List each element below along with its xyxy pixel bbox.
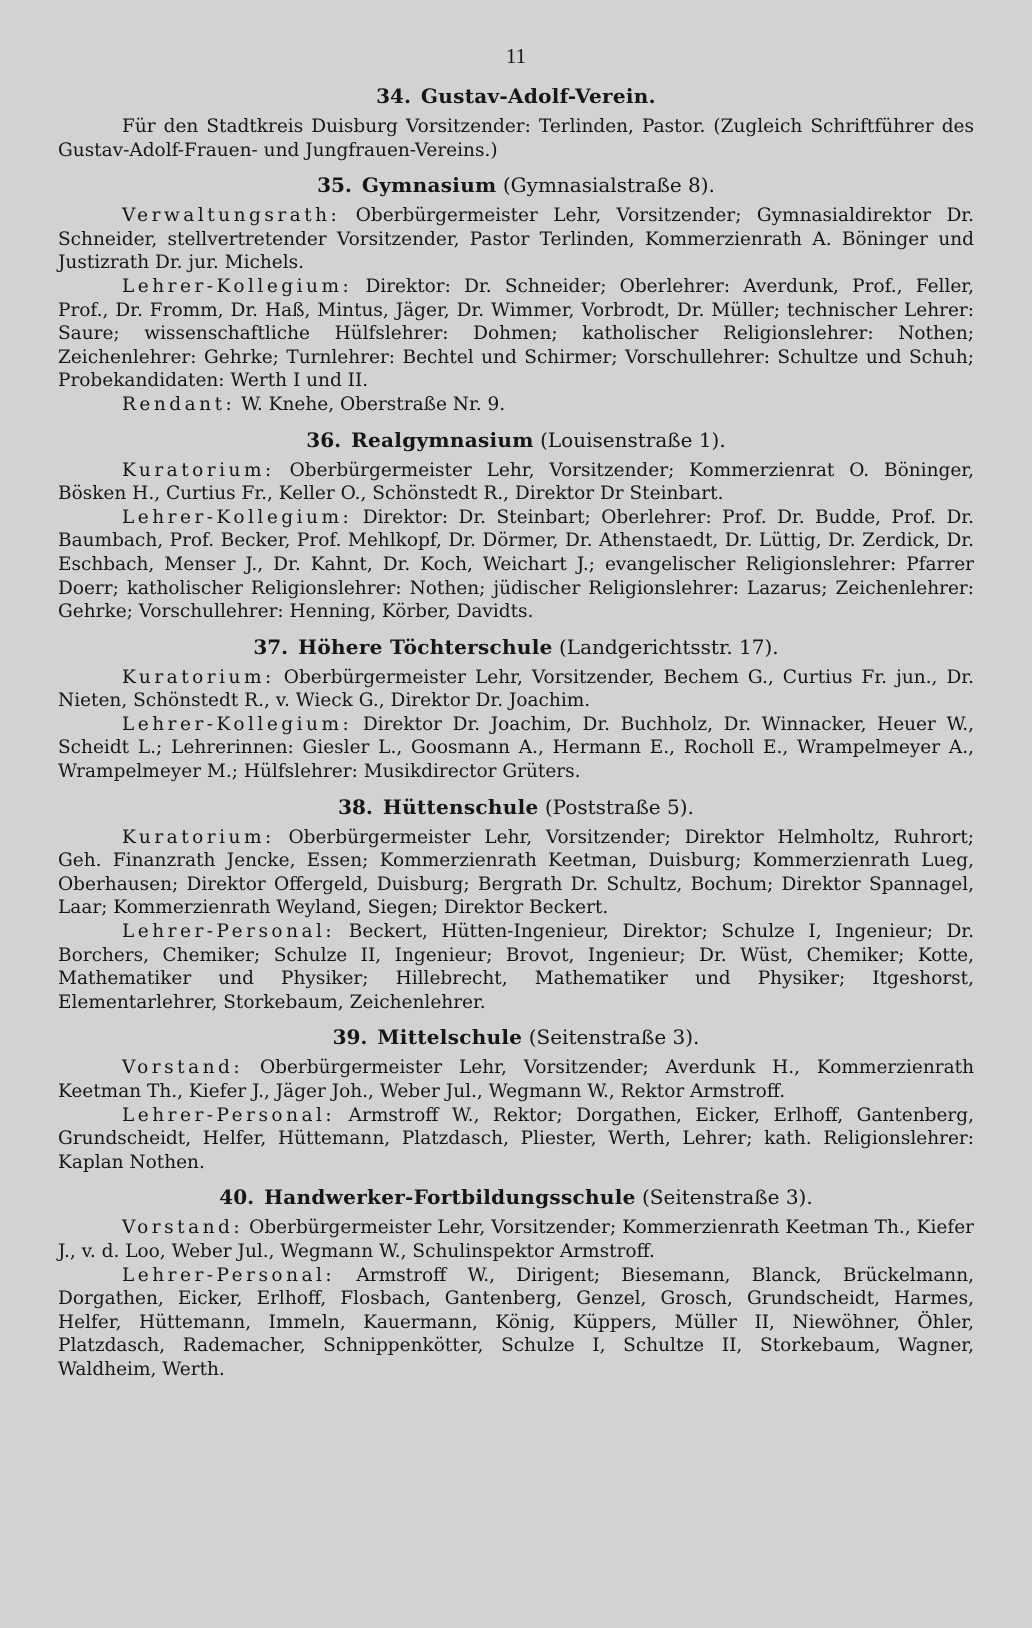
- section-35: [58, 172, 974, 426]
- section-address: (Landgerichtsstr. 17).: [558, 634, 779, 659]
- section-paragraph: [58, 506, 974, 624]
- section-title: Gustav-Adolf-Verein.: [420, 84, 656, 108]
- section-title: Hüttenschule: [382, 794, 539, 819]
- section-number: 35.: [317, 173, 352, 198]
- section-title: Mittelschule: [377, 1025, 523, 1050]
- section-address: (Seitenstraße 3).: [528, 1025, 700, 1050]
- paragraph-label: Lehrer-Kollegium:: [122, 713, 353, 735]
- paragraph-text: Oberbürgermeister Lehr, Vorsitzender; Kommerzienrat O. Böninger, Bösken H., Curtius Fr., Keller O., Schönstedt R., Direktor Dr Steinbart.: [58, 459, 974, 505]
- section-address: (Seitenstraße 3).: [641, 1185, 813, 1210]
- section-paragraph: [58, 1216, 974, 1263]
- paragraph-text: Direktor: Dr. Steinbart; Oberlehrer: Prof. Dr. Budde, Prof. Dr. Baumbach, Prof. Becker, Prof. Mehlkopf, Dr. Dörmer, Dr. Athenstaedt, Dr. Lüttig, Dr. Zerdick, Dr. Eschbach, Menser J., Dr. Kahnt, Dr. Koch, Weichart J.; evangelischer Religionslehrer: Pfarrer Doerr; katholischer Religionslehrer: Nothen; jüdischer Religionslehrer: Lazarus; Zeichenlehrer: Gehrke; Vorschullehrer: Henning, Körber, Davidts.: [58, 506, 974, 623]
- section-spacer: [58, 624, 974, 634]
- paragraph-text: Beckert, Hütten-Ingenieur, Direktor; Schulze I, Ingenieur; Dr. Borchers, Chemiker; Schulze II, Ingenieur; Brovot, Ingenieur; Dr. Wüst, Chemiker; Kotte, Mathematiker und Physiker; Hillebrecht, Mathematiker und Physiker; Itgeshorst, Elementarlehrer, Storkebaum, Zeichenlehrer.: [58, 921, 974, 1013]
- paragraph-label: Lehrer-Kollegium:: [122, 275, 353, 297]
- paragraph-label: Lehrer-Personal:: [122, 1104, 336, 1126]
- paragraph-label: Kuratorium:: [122, 826, 275, 848]
- paragraph-text: Für den Stadtkreis Duisburg Vorsitzender: Terlinden, Pastor. (Zugleich Schriftführer des Gustav-Adolf-Frauen- und Jungfrauen-Vereins.): [58, 116, 974, 161]
- section-heading: [58, 634, 974, 661]
- paragraph-label: Rendant:: [122, 393, 236, 415]
- paragraph-text: Oberbürgermeister Lehr, Vorsitzender; Gymnasialdirektor Dr. Schneider, stellvertretender Vorsitzender, Pastor Terlinden, Kommerzienrath A. Böninger und Justizrath Dr. jur. Michels.: [58, 205, 974, 274]
- section-number: 37.: [253, 634, 289, 659]
- section-title: Höhere Töchterschule: [298, 634, 553, 659]
- section-address: (Poststraße 5).: [544, 794, 694, 819]
- section-spacer: [58, 417, 974, 427]
- section-title: Handwerker-Fortbildungsschule: [264, 1185, 636, 1210]
- paragraph-label: Vorstand:: [122, 1057, 244, 1079]
- section-paragraph: [58, 1056, 974, 1103]
- section-paragraph: [58, 115, 974, 162]
- paragraph-text: Armstroff W., Dirigent; Biesemann, Blanck, Brückelmann, Dorgathen, Eicker, Erlhoff, Flosbach, Gantenberg, Genzel, Grosch, Grundscheidt, Harmes, Helfer, Hüttemann, Immeln, Kauermann, König, Küppers, Müller II, Niewöhner, Öhler, Platzdasch, Rademacher, Schnippenkötter, Schulze I, Schultze II, Storkebaum, Wagner, Waldheim, Werth.: [58, 1264, 974, 1380]
- section-address: (Louisenstraße 1).: [540, 427, 726, 452]
- section-37: [58, 634, 974, 794]
- paragraph-text: Direktor Dr. Joachim, Dr. Buchholz, Dr. Winnacker, Heuer W., Scheidt L.; Lehrerinnen: Giesler L., Goosmann A., Hermann E., Rocholl E., Wrampelmeyer A., Wrampelmeyer M.; Hülfslehrer: Musikdirector Grüters.: [58, 713, 974, 783]
- section-heading: [58, 172, 974, 199]
- section-paragraph: [58, 713, 974, 784]
- section-paragraph: [58, 1104, 974, 1175]
- section-heading: [58, 1024, 974, 1051]
- paragraph-text: Oberbürgermeister Lehr, Vorsitzender; Averdunk H., Kommerzienrath Keetman Th., Kiefer J., Jäger Joh., Weber Jul., Wegmann W., Rektor Armstroff.: [58, 1057, 974, 1102]
- section-34: [58, 83, 974, 172]
- section-36: [58, 427, 974, 634]
- page-number: 11: [505, 44, 527, 68]
- paragraph-label: Kuratorium:: [122, 666, 275, 688]
- section-spacer: [58, 1014, 974, 1024]
- section-paragraph: [58, 1264, 974, 1382]
- section-paragraph: [58, 204, 974, 275]
- section-paragraph: [58, 666, 974, 713]
- section-number: 36.: [306, 427, 342, 452]
- paragraph-label: Vorstand:: [122, 1217, 244, 1239]
- section-heading: [58, 794, 974, 821]
- section-number: 34.: [376, 84, 411, 108]
- section-title: Gymnasium: [361, 173, 497, 198]
- section-spacer: [58, 162, 974, 172]
- section-number: 40.: [219, 1185, 255, 1210]
- section-number: 38.: [338, 794, 373, 819]
- section-title: Realgymnasium: [351, 427, 534, 452]
- section-spacer: [58, 784, 974, 794]
- section-spacer: [58, 1174, 974, 1184]
- paragraph-label: Lehrer-Kollegium:: [122, 506, 353, 528]
- section-heading: [58, 1184, 974, 1211]
- section-39: [58, 1024, 974, 1184]
- paragraph-label: Verwaltungsrath:: [122, 205, 341, 227]
- section-40: [58, 1184, 974, 1381]
- section-paragraph: [58, 275, 974, 393]
- sections-container: [58, 83, 974, 1382]
- section-paragraph: [58, 920, 974, 1014]
- section-number: 39.: [332, 1025, 368, 1050]
- paragraph-text: Oberbürgermeister Lehr, Vorsitzender, Bechem G., Curtius Fr. jun., Dr. Nieten, Schönstedt R., v. Wieck G., Direktor Dr. Joachim.: [58, 666, 975, 712]
- section-paragraph: [58, 393, 974, 417]
- section-paragraph: [58, 459, 974, 506]
- section-heading: [58, 83, 974, 110]
- paragraph-label: Lehrer-Personal:: [122, 921, 336, 943]
- paragraph-text: Armstroff W., Rektor; Dorgathen, Eicker, Erlhoff, Gantenberg, Grundscheidt, Helfer, Hüttemann, Platzdasch, Pliester, Werth, Lehrer; kath. Religionslehrer: Kaplan Nothen.: [58, 1104, 974, 1173]
- paragraph-label: Lehrer-Personal:: [122, 1264, 336, 1286]
- paragraph-text: Direktor: Dr. Schneider; Oberlehrer: Averdunk, Prof., Feller, Prof., Dr. Fromm, Dr. Haß, Mintus, Jäger, Dr. Wimmer, Vorbrodt, Dr. Müller; technischer Lehrer: Saure; wissenschaftliche Hülfslehrer: Dohmen; katholischer Religionslehrer: Nothen; Zeichenlehrer: Gehrke; Turnlehrer: Bechtel und Schirmer; Vorschullehrer: Schultze und Schuh; Probekandidaten: Werth I und II.: [58, 275, 974, 392]
- section-address: (Gymnasialstraße 8).: [502, 173, 715, 198]
- paragraph-label: Kuratorium:: [122, 459, 275, 481]
- paragraph-text: W. Knehe, Oberstraße Nr. 9.: [241, 393, 506, 415]
- paragraph-text: Oberbürgermeister Lehr, Vorsitzender; Direktor Helmholtz, Ruhrort; Geh. Finanzrath Jencke, Essen; Kommerzienrath Keetman, Duisburg; Kommerzienrath Lueg, Oberhausen; Direktor Offergeld, Duisburg; Bergrath Dr. Schultz, Bochum; Direktor Spannagel, Laar; Kommerzienrath Weyland, Siegen; Direktor Beckert.: [58, 826, 974, 919]
- section-heading: [58, 427, 974, 454]
- section-paragraph: [58, 826, 974, 920]
- paragraph-text: Oberbürgermeister Lehr, Vorsitzender; Kommerzienrath Keetman Th., Kiefer J., v. d. Loo, Weber Jul., Wegmann W., Schulinspektor Armstroff.: [58, 1217, 974, 1262]
- section-38: [58, 794, 974, 1025]
